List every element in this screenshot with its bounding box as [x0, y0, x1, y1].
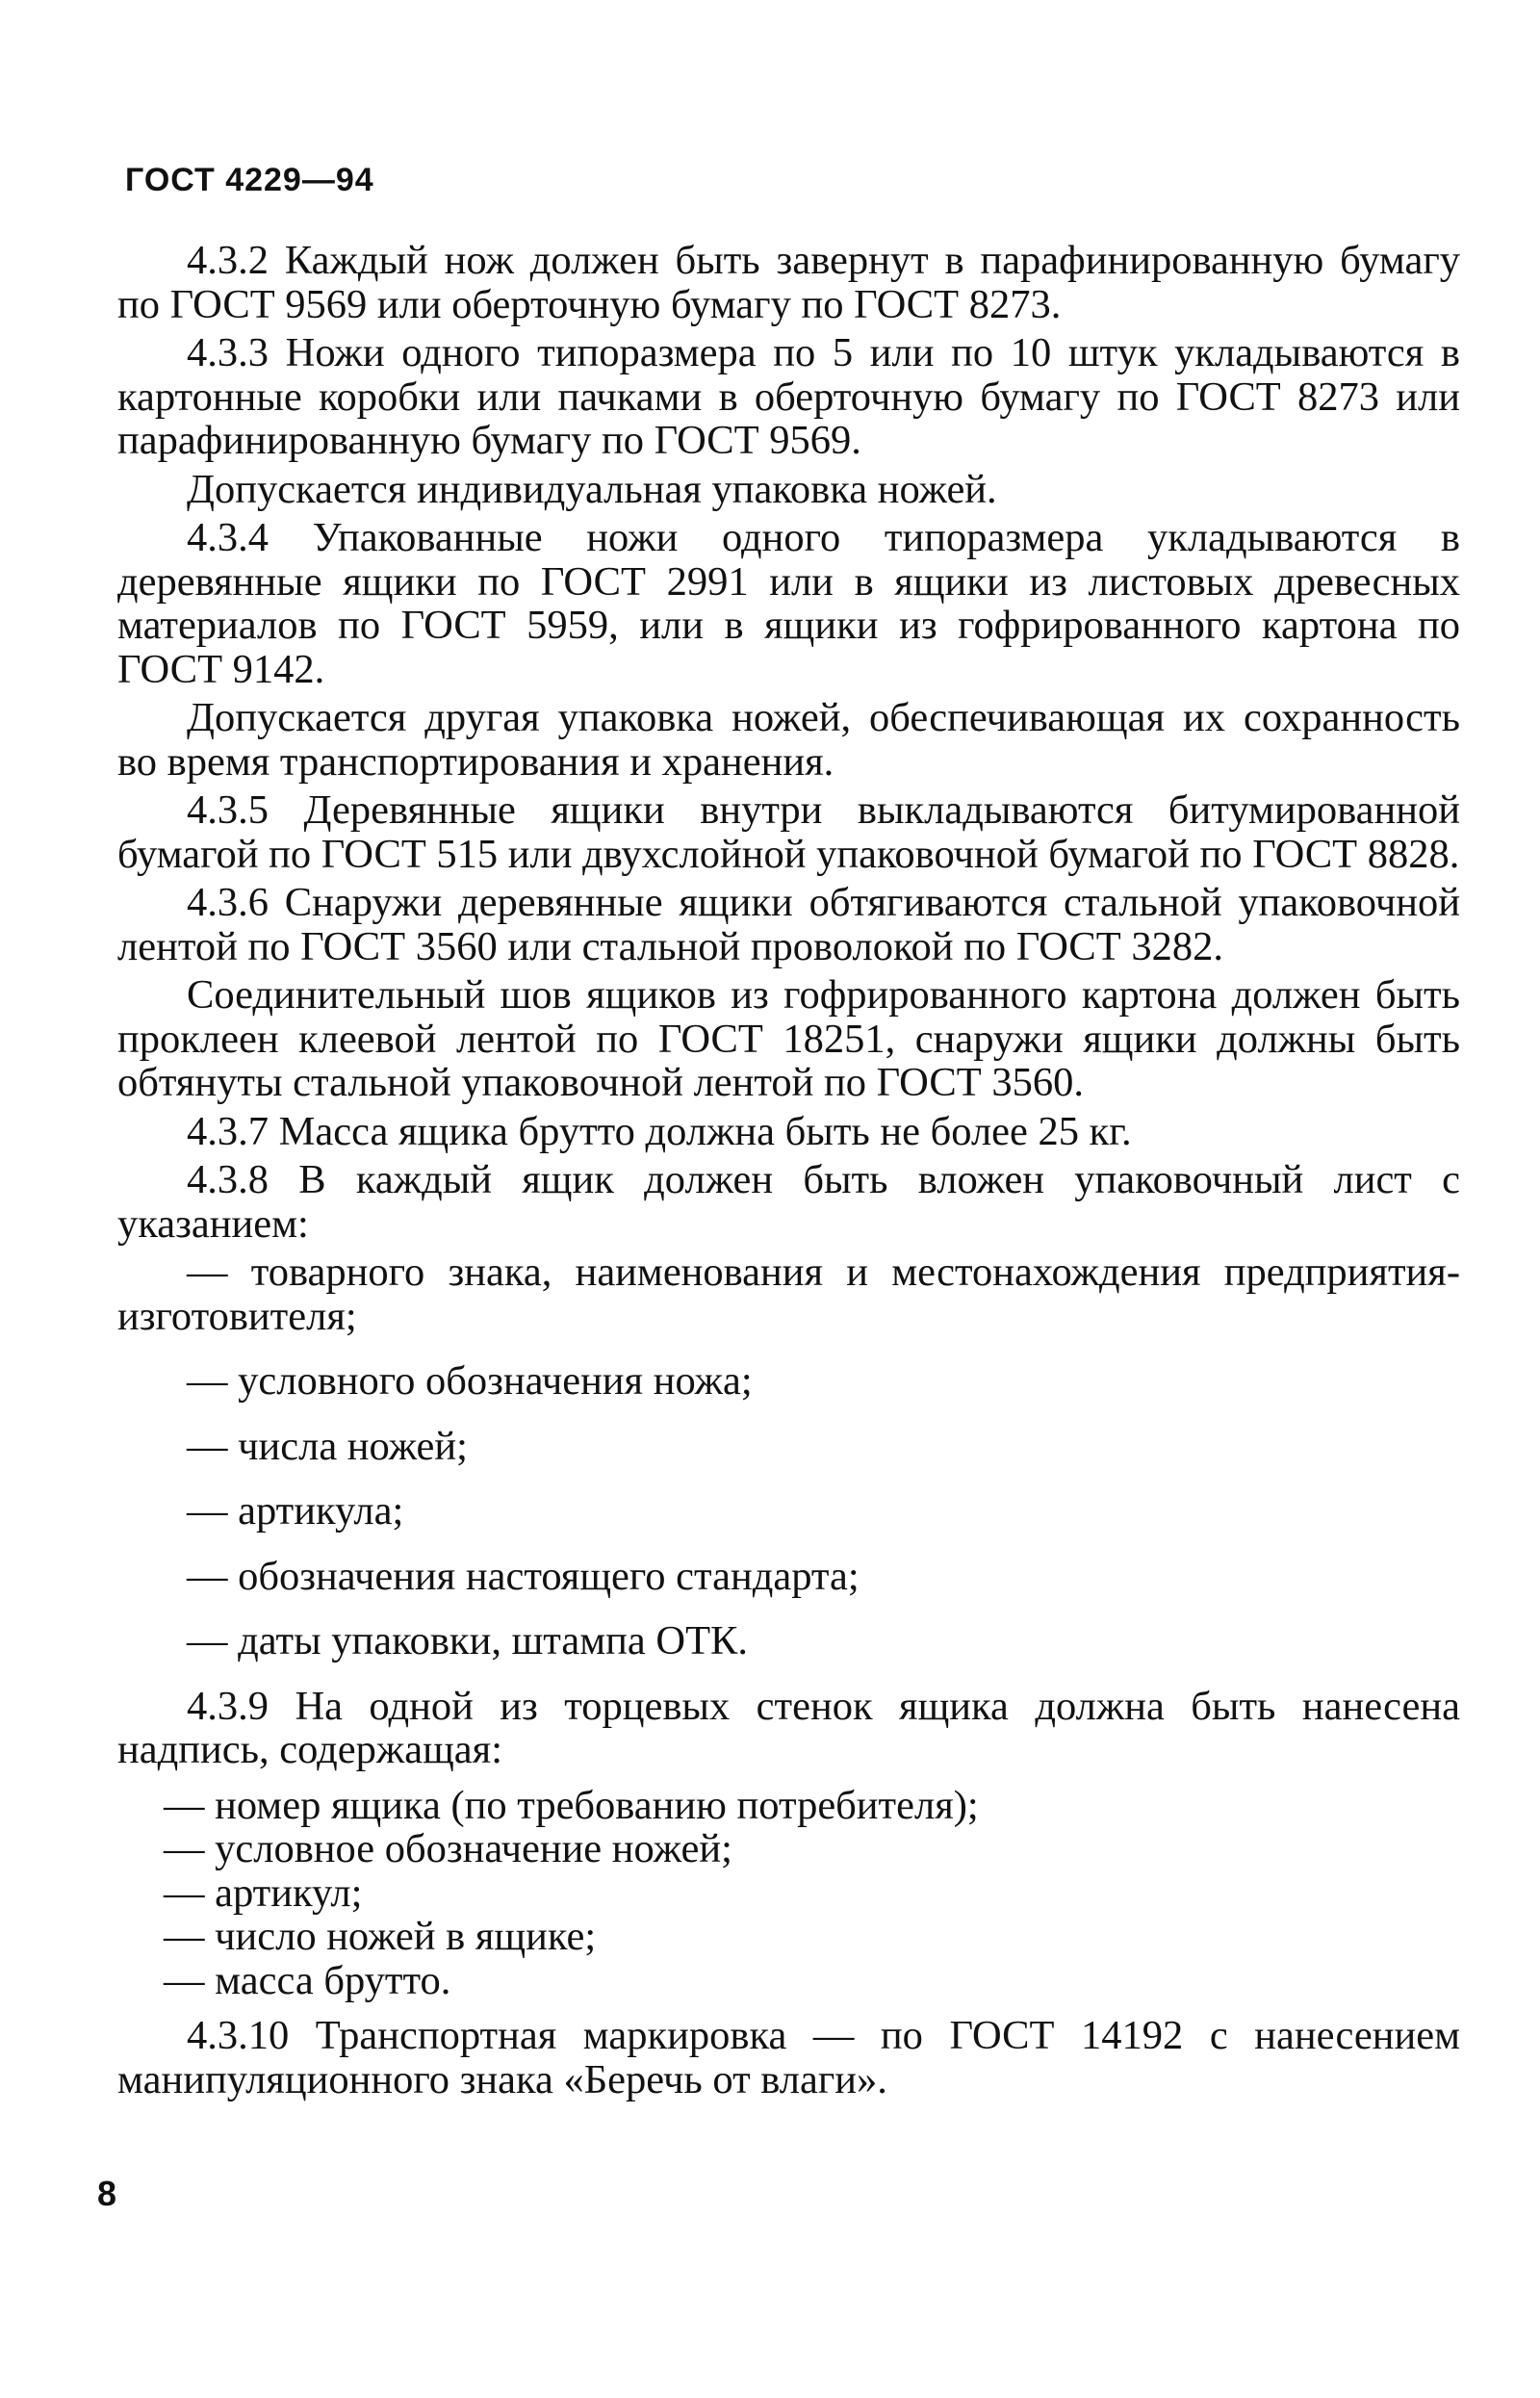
list-item: — условного обозначения ножа; — [187, 1358, 753, 1404]
paragraph-joint-seam: Соединительный шов ящиков из гофрированного картона должен быть проклеен клеевой лентой по ГОСТ 18251, снаружи ящики должны быть обтянуты стальной упаковочной лентой по ГОСТ 3560. — [117, 972, 1460, 1105]
list-item: — артикула; — [187, 1488, 404, 1534]
paragraph-4-3-6: 4.3.6 Снаружи деревянные ящики обтягиваются стальной упаковочной лентой по ГОСТ 3560 или стальной проволокой по ГОСТ 3282. — [117, 880, 1460, 969]
paragraph-4-3-2: 4.3.2 Каждый нож должен быть завернут в парафинированную бумагу по ГОСТ 9569 или оберточную бумагу по ГОСТ 8273. — [117, 238, 1460, 327]
list-item: — артикул; — [164, 1869, 363, 1916]
paragraph-4-3-3: 4.3.3 Ножи одного типоразмера по 5 или по 10 штук укладываются в картонные коробки или пачками в оберточную бумагу по ГОСТ 8273 или парафинированную бумагу по ГОСТ 9569. — [117, 330, 1460, 463]
page-number: 8 — [97, 2174, 117, 2213]
list-item: — даты упаковки, штампа ОТК. — [187, 1618, 749, 1663]
paragraph-4-3-7: 4.3.7 Масса ящика брутто должна быть не более 25 кг. — [187, 1108, 1132, 1154]
paragraph-4-3-10: 4.3.10 Транспортная маркировка — по ГОСТ 14192 с нанесением манипуляционного знака «Беречь от влаги». — [117, 2013, 1460, 2102]
paragraph-4-3-9: 4.3.9 На одной из торцевых стенок ящика должна быть нанесена надпись, содержащая: — [117, 1683, 1460, 1772]
list-item: — условное обозначение ножей; — [164, 1826, 732, 1871]
paragraph-other-packaging: Допускается другая упаковка ножей, обеспечивающая их сохранность во время транспортирования и хранения. — [117, 695, 1460, 785]
list-4-3-9 — [117, 1784, 1460, 2003]
paragraph-individual-packaging: Допускается индивидуальная упаковка ножей. — [187, 466, 997, 512]
document-header: ГОСТ 4229—94 — [125, 162, 374, 198]
list-item: — число ножей в ящике; — [164, 1914, 597, 1959]
paragraph-4-3-4: 4.3.4 Упакованные ножи одного типоразмера укладываются в деревянные ящики по ГОСТ 2991 или в ящики из листовых древесных материалов по ГОСТ 5959, или в ящики из гофрированного картона по ГОСТ 9142. — [117, 515, 1460, 692]
list-item: — числа ножей; — [187, 1423, 468, 1469]
list-4-3-8 — [117, 1251, 1460, 1663]
list-item: — номер ящика (по требованию потребителя); — [164, 1782, 979, 1828]
list-item: — товарного знака, наименования и местонахождения предприятия-изготовителя; — [117, 1250, 1460, 1339]
document-body — [117, 239, 1460, 2101]
list-item: — масса брутто. — [164, 1957, 451, 2003]
paragraph-4-3-5: 4.3.5 Деревянные ящики внутри выкладываются битумированной бумагой по ГОСТ 515 или двухслойной упаковочной бумагой по ГОСТ 8828. — [117, 787, 1460, 877]
list-item: — обозначения настоящего стандарта; — [187, 1553, 860, 1599]
paragraph-4-3-8: 4.3.8 В каждый ящик должен быть вложен упаковочный лист с указанием: — [117, 1157, 1460, 1247]
